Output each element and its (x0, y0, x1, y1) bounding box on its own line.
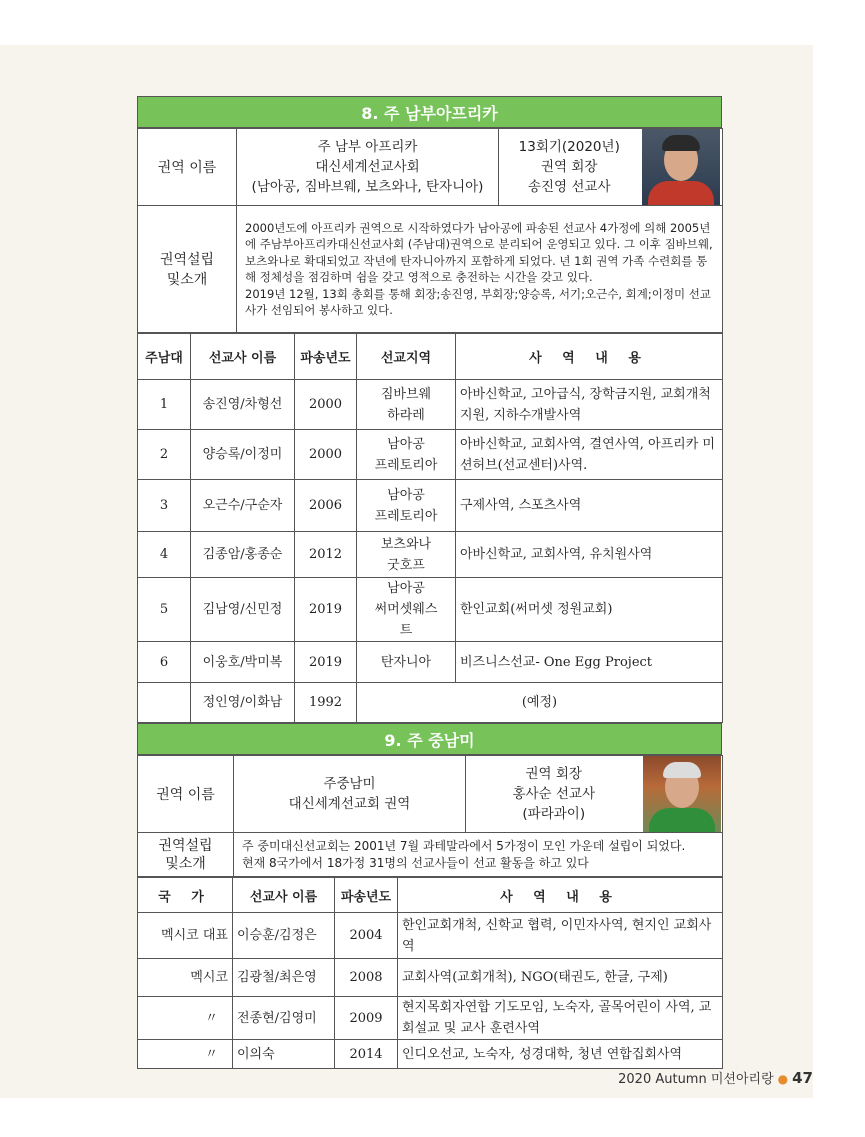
header-name: 선교사 이름 (233, 878, 335, 913)
header-year: 파송년도 (335, 878, 398, 913)
leader-info: 13회기(2020년) 권역 회장 송진영 선교사 (499, 129, 640, 206)
intro-label: 권역설립 및소개 (138, 206, 237, 333)
table-row: 2 양승록/이정미 2000 남아공 프레토리아 아바신학교, 교회사역, 결연사역, 아프리카 미션허브(선교센터)사역. (138, 430, 723, 480)
header-year: 파송년도 (295, 334, 357, 380)
intro-label: 권역설립 및소개 (138, 833, 234, 877)
header-country: 국 가 (138, 878, 233, 913)
page-footer (618, 1068, 813, 1087)
section9-title: 9. 주 중남미 (137, 723, 722, 755)
page-number: 47 (792, 1069, 813, 1087)
region-name: 주중남미 대신세계선교회 권역 (234, 756, 466, 833)
section9-info-table (137, 755, 723, 877)
table-row: 멕시코 대표 이승훈/김정은 2004 한인교회개척, 신학교 협력, 이민자사역, 현지인 교회사역 (138, 913, 723, 959)
section8-info-table (137, 128, 723, 333)
table-row: 6 이웅호/박미복 2019 탄자니아 비즈니스선교- One Egg Project (138, 642, 723, 683)
leader-photo (642, 756, 723, 833)
table-row: 〃 전종현/김영미 2009 현지목회자연합 기도모임, 노숙자, 골목어린이 사역, 교회설교 및 교사 훈련사역 (138, 997, 723, 1040)
table-row: 3 오근수/구순자 2006 남아공 프레토리아 구제사역, 스포츠사역 (138, 480, 723, 532)
intro-text: 주 중미대신선교회는 2001년 7월 과테말라에서 5가정이 모인 가운데 설립이 되었다. 현재 8국가에서 18가정 31명의 선교사들이 선교 활동을 하고 있다 (234, 833, 723, 877)
header-area: 선교지역 (357, 334, 456, 380)
table-row: 〃 이의숙 2014 인디오선교, 노숙자, 성경대학, 청년 연합집회사역 (138, 1040, 723, 1069)
header-name: 선교사 이름 (191, 334, 295, 380)
section9-missionary-table (137, 877, 723, 1069)
table-row: 정인영/이화남 1992 (예정) (138, 683, 723, 723)
header-work: 사 역 내 용 (456, 334, 723, 380)
section8-title: 8. 주 남부아프리카 (137, 96, 722, 128)
intro-text: 2000년도에 아프리카 권역으로 시작하였다가 남아공에 파송된 선교사 4가정에 의해 2005년에 주남부아프리카대신선교사회 (주남대)권역으로 분리되어 운영되고 있다. 그 이후 짐바브웨, 보츠와나로 확대되었고 작년에 탄자니아까지 포함하게 되었다. 년 1회 권역 가족 수련회를 통해 정체성을 점검하며 쉼을 갖고 영적으로 충전하는 시간을 갖고 있다. 2019년 12월, 13회 총회를 통해 회장;송진영, 부회장;양승록, 서기;오근수, 회계;이정미 선교사가 선임되어 봉사하고 있다. (237, 206, 723, 333)
section8-missionary-table (137, 333, 723, 723)
header-no: 주남대 (138, 334, 191, 380)
region-label: 권역 이름 (138, 756, 234, 833)
table-row: 5 김남영/신민정 2019 남아공 써머셋웨스 트 한인교회(써머셋 정원교회) (138, 578, 723, 642)
header-work: 사 역 내 용 (398, 878, 723, 913)
region-label: 권역 이름 (138, 129, 237, 206)
table-row: 1 송진영/차형선 2000 짐바브웨 하라레 아바신학교, 고아급식, 장학금지원, 교회개척지원, 지하수개발사역 (138, 380, 723, 430)
table-row: 멕시코 김광철/최은영 2008 교회사역(교회개척), NGO(태권도, 한글, 구제) (138, 959, 723, 997)
magazine-name: 2020 Autumn 미션아리랑 (618, 1072, 774, 1087)
leader-info: 권역 회장 홍사순 선교사 (파라과이) (466, 756, 642, 833)
region-name: 주 남부 아프리카 대신세계선교사회 (남아공, 짐바브웨, 보츠와나, 탄자니아) (237, 129, 499, 206)
bullet-icon: ● (777, 1072, 789, 1086)
leader-photo (640, 129, 723, 206)
document-sheet (137, 96, 722, 1069)
table-row: 4 김종암/홍종순 2012 보츠와나 굿호프 아바신학교, 교회사역, 유치원사역 (138, 532, 723, 578)
